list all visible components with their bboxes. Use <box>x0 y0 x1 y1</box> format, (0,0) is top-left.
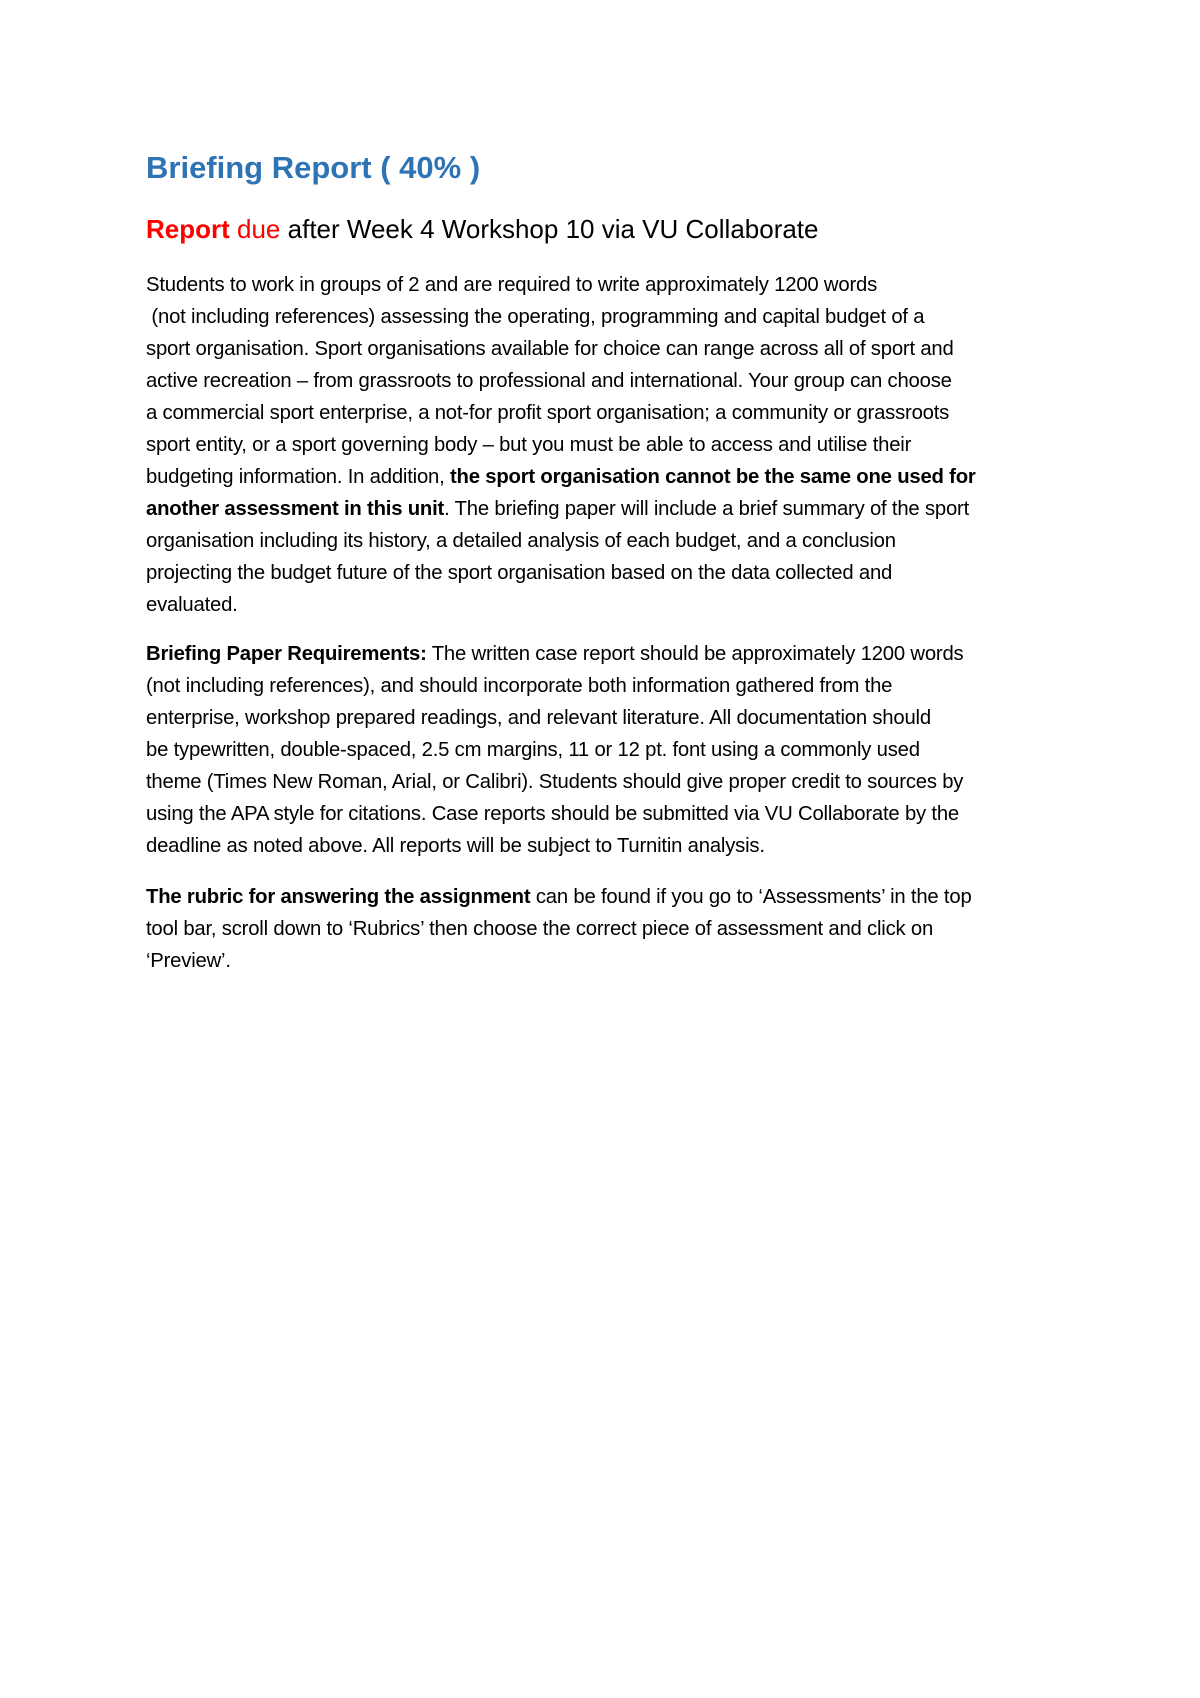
paragraph-line: ‘Preview’. <box>146 950 231 972</box>
document-page <box>146 0 1076 1698</box>
due-line-report: Report <box>146 214 230 244</box>
paragraph-line: enterprise, workshop prepared readings, and relevant literature. All documentation should <box>146 707 931 729</box>
rubric-heading: The rubric for answering the assignment <box>146 886 531 908</box>
emphasis-text: the sport organisation cannot be the same one used for <box>450 466 976 488</box>
paragraph-line: (not including references), and should incorporate both information gathered from the <box>146 675 893 697</box>
due-line <box>146 214 819 245</box>
rubric-paragraph <box>146 881 1076 977</box>
paragraph-line: deadline as noted above. All reports will be subject to Turnitin analysis. <box>146 835 765 857</box>
paragraph-line: using the APA style for citations. Case reports should be submitted via VU Collaborate by the <box>146 803 959 825</box>
paragraph-line: be typewritten, double-spaced, 2.5 cm margins, 11 or 12 pt. font using a commonly used <box>146 739 920 761</box>
paragraph-line: projecting the budget future of the sport organisation based on the data collected and <box>146 562 893 584</box>
paragraph-text: . The briefing paper will include a brief summary of the sport <box>444 498 970 520</box>
paragraph-line: active recreation – from grassroots to professional and international. Your group can choose <box>146 370 952 392</box>
paragraph-line <box>146 461 1076 493</box>
paragraph-line: theme (Times New Roman, Arial, or Calibri). Students should give proper credit to sources by <box>146 771 964 793</box>
due-line-due: due <box>237 214 281 244</box>
emphasis-text: another assessment in this unit <box>146 498 445 520</box>
paragraph-line: Students to work in groups of 2 and are required to write approximately 1200 words <box>146 274 878 296</box>
document-title: Briefing Report ( 40% ) <box>146 150 481 185</box>
requirements-paragraph <box>146 638 1076 862</box>
paragraph-text: The written case report should be approximately 1200 words <box>426 643 964 665</box>
paragraph-line <box>146 493 1076 525</box>
paragraph-line <box>146 881 1076 913</box>
paragraph-text: budgeting information. In addition, <box>146 466 450 488</box>
paragraph-line: (not including references) assessing the operating, programming and capital budget of a <box>146 306 925 328</box>
paragraph-line: evaluated. <box>146 594 238 616</box>
paragraph-line: a commercial sport enterprise, a not-for profit sport organisation; a community or grassroots <box>146 402 950 424</box>
requirements-heading: Briefing Paper Requirements: <box>146 643 427 665</box>
task-description-paragraph <box>146 269 1076 621</box>
paragraph-line <box>146 638 1076 670</box>
paragraph-line: tool bar, scroll down to ‘Rubrics’ then choose the correct piece of assessment and click on <box>146 918 934 940</box>
paragraph-line: sport organisation. Sport organisations available for choice can range across all of sport and <box>146 338 954 360</box>
paragraph-line: sport entity, or a sport governing body – but you must be able to access and utilise their <box>146 434 912 456</box>
paragraph-line: organisation including its history, a detailed analysis of each budget, and a conclusion <box>146 530 896 552</box>
due-line-detail: after Week 4 Workshop 10 via VU Collaborate <box>287 214 819 244</box>
paragraph-text: can be found if you go to ‘Assessments’ in the top <box>530 886 972 908</box>
